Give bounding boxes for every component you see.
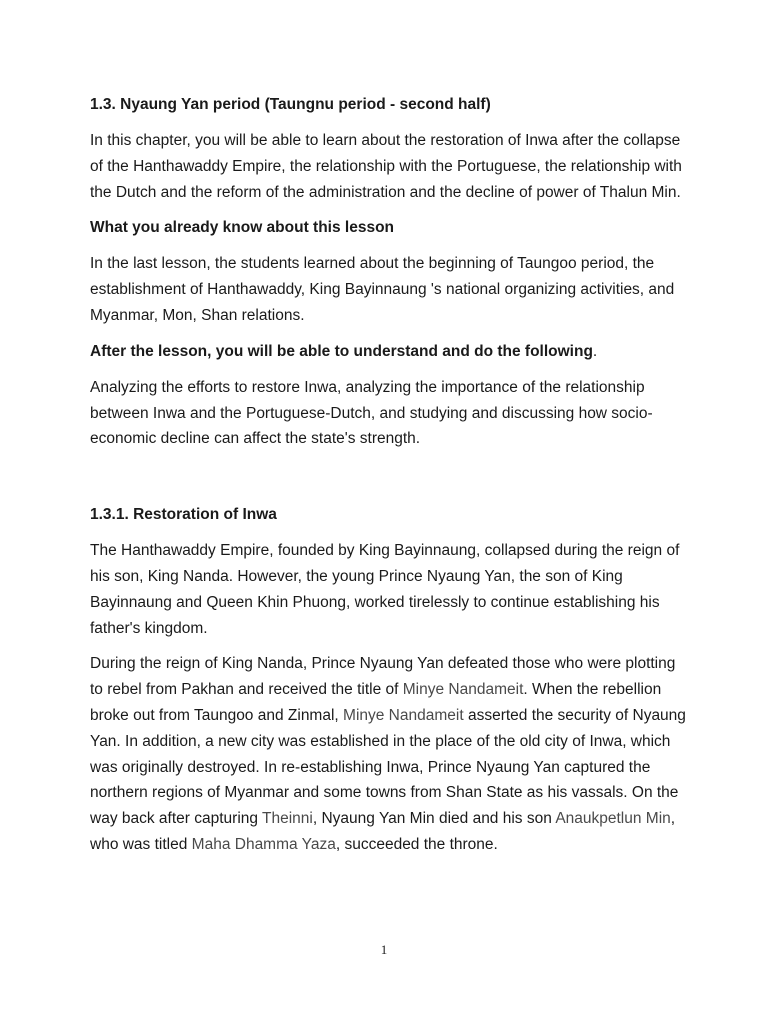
- section-gap: [90, 462, 690, 502]
- para2-term-2: Minye Nandameit: [343, 706, 464, 724]
- objectives-heading-row: [90, 339, 690, 365]
- section-title: 1.3. Nyaung Yan period (Taungnu period - second half): [90, 96, 491, 113]
- subsection-title: 1.3.1. Restoration of Inwa: [90, 506, 277, 524]
- section-intro: In this chapter, you will be able to learn about the restoration of Inwa after the collapse of the Hanthawaddy Empire, the relationship with the Portuguese, the relationship with the Dutch and the reform of the administration and the decline of power of Thalun Min.: [90, 132, 682, 201]
- para2-term-1: Minye Nandameit: [402, 681, 524, 699]
- subsection-para-2: [90, 651, 690, 857]
- para2-term-3: Theinni: [262, 810, 313, 828]
- prior-knowledge-heading: What you already know about this lesson: [90, 219, 395, 237]
- para2-text-4: , Nyaung Yan Min died and his son: [312, 810, 556, 828]
- para2-text-5: , who was titled: [90, 810, 676, 853]
- prior-knowledge-text: In the last lesson, the students learned about the beginning of Taungoo period, the establishment of Hanthawaddy, King Bayinnaung 's national organizing activities, and Myanmar, Mon, Shan relations.: [90, 255, 675, 324]
- para2-text-6: , succeeded the throne.: [335, 835, 498, 853]
- para2-term-4: Anaukpetlun Min: [555, 810, 671, 828]
- page-number: 1: [380, 942, 388, 957]
- para2-text-3: asserted the security of Nyaung Yan. In addition, a new city was established in the place of the old city of Inwa, which was originally destroyed. In re-establishing Inwa, Prince Nyaung Yan captured the northern regions of Myanmar and some towns from Shan State as his vassals. On the way back after capturing: [90, 706, 686, 828]
- para2-text-2: . When the rebellion broke out from Taungoo and Zinmal,: [90, 681, 662, 724]
- objectives-text: Analyzing the efforts to restore Inwa, analyzing the importance of the relationship between Inwa and the Portuguese-Dutch, and studying and discussing how socio-economic decline can affect the state's strength.: [90, 378, 653, 448]
- para2-text-1: During the reign of King Nanda, Prince Nyaung Yan defeated those who were plotting to rebel from Pakhan and received the title of: [90, 655, 676, 699]
- document-page: [90, 92, 690, 868]
- objectives-heading-punct: .: [592, 342, 598, 360]
- subsection-para-1: The Hanthawaddy Empire, founded by King Bayinnaung, collapsed during the reign of his son, King Nanda. However, the young Prince Nyaung Yan, the son of King Bayinnaung and Queen Khin Phuong, worked tirelessly to continue establishing his father's kingdom.: [90, 542, 680, 637]
- para2-term-5: Maha Dhamma Yaza: [191, 835, 336, 853]
- objectives-heading: After the lesson, you will be able to understand and do the following: [90, 342, 593, 360]
